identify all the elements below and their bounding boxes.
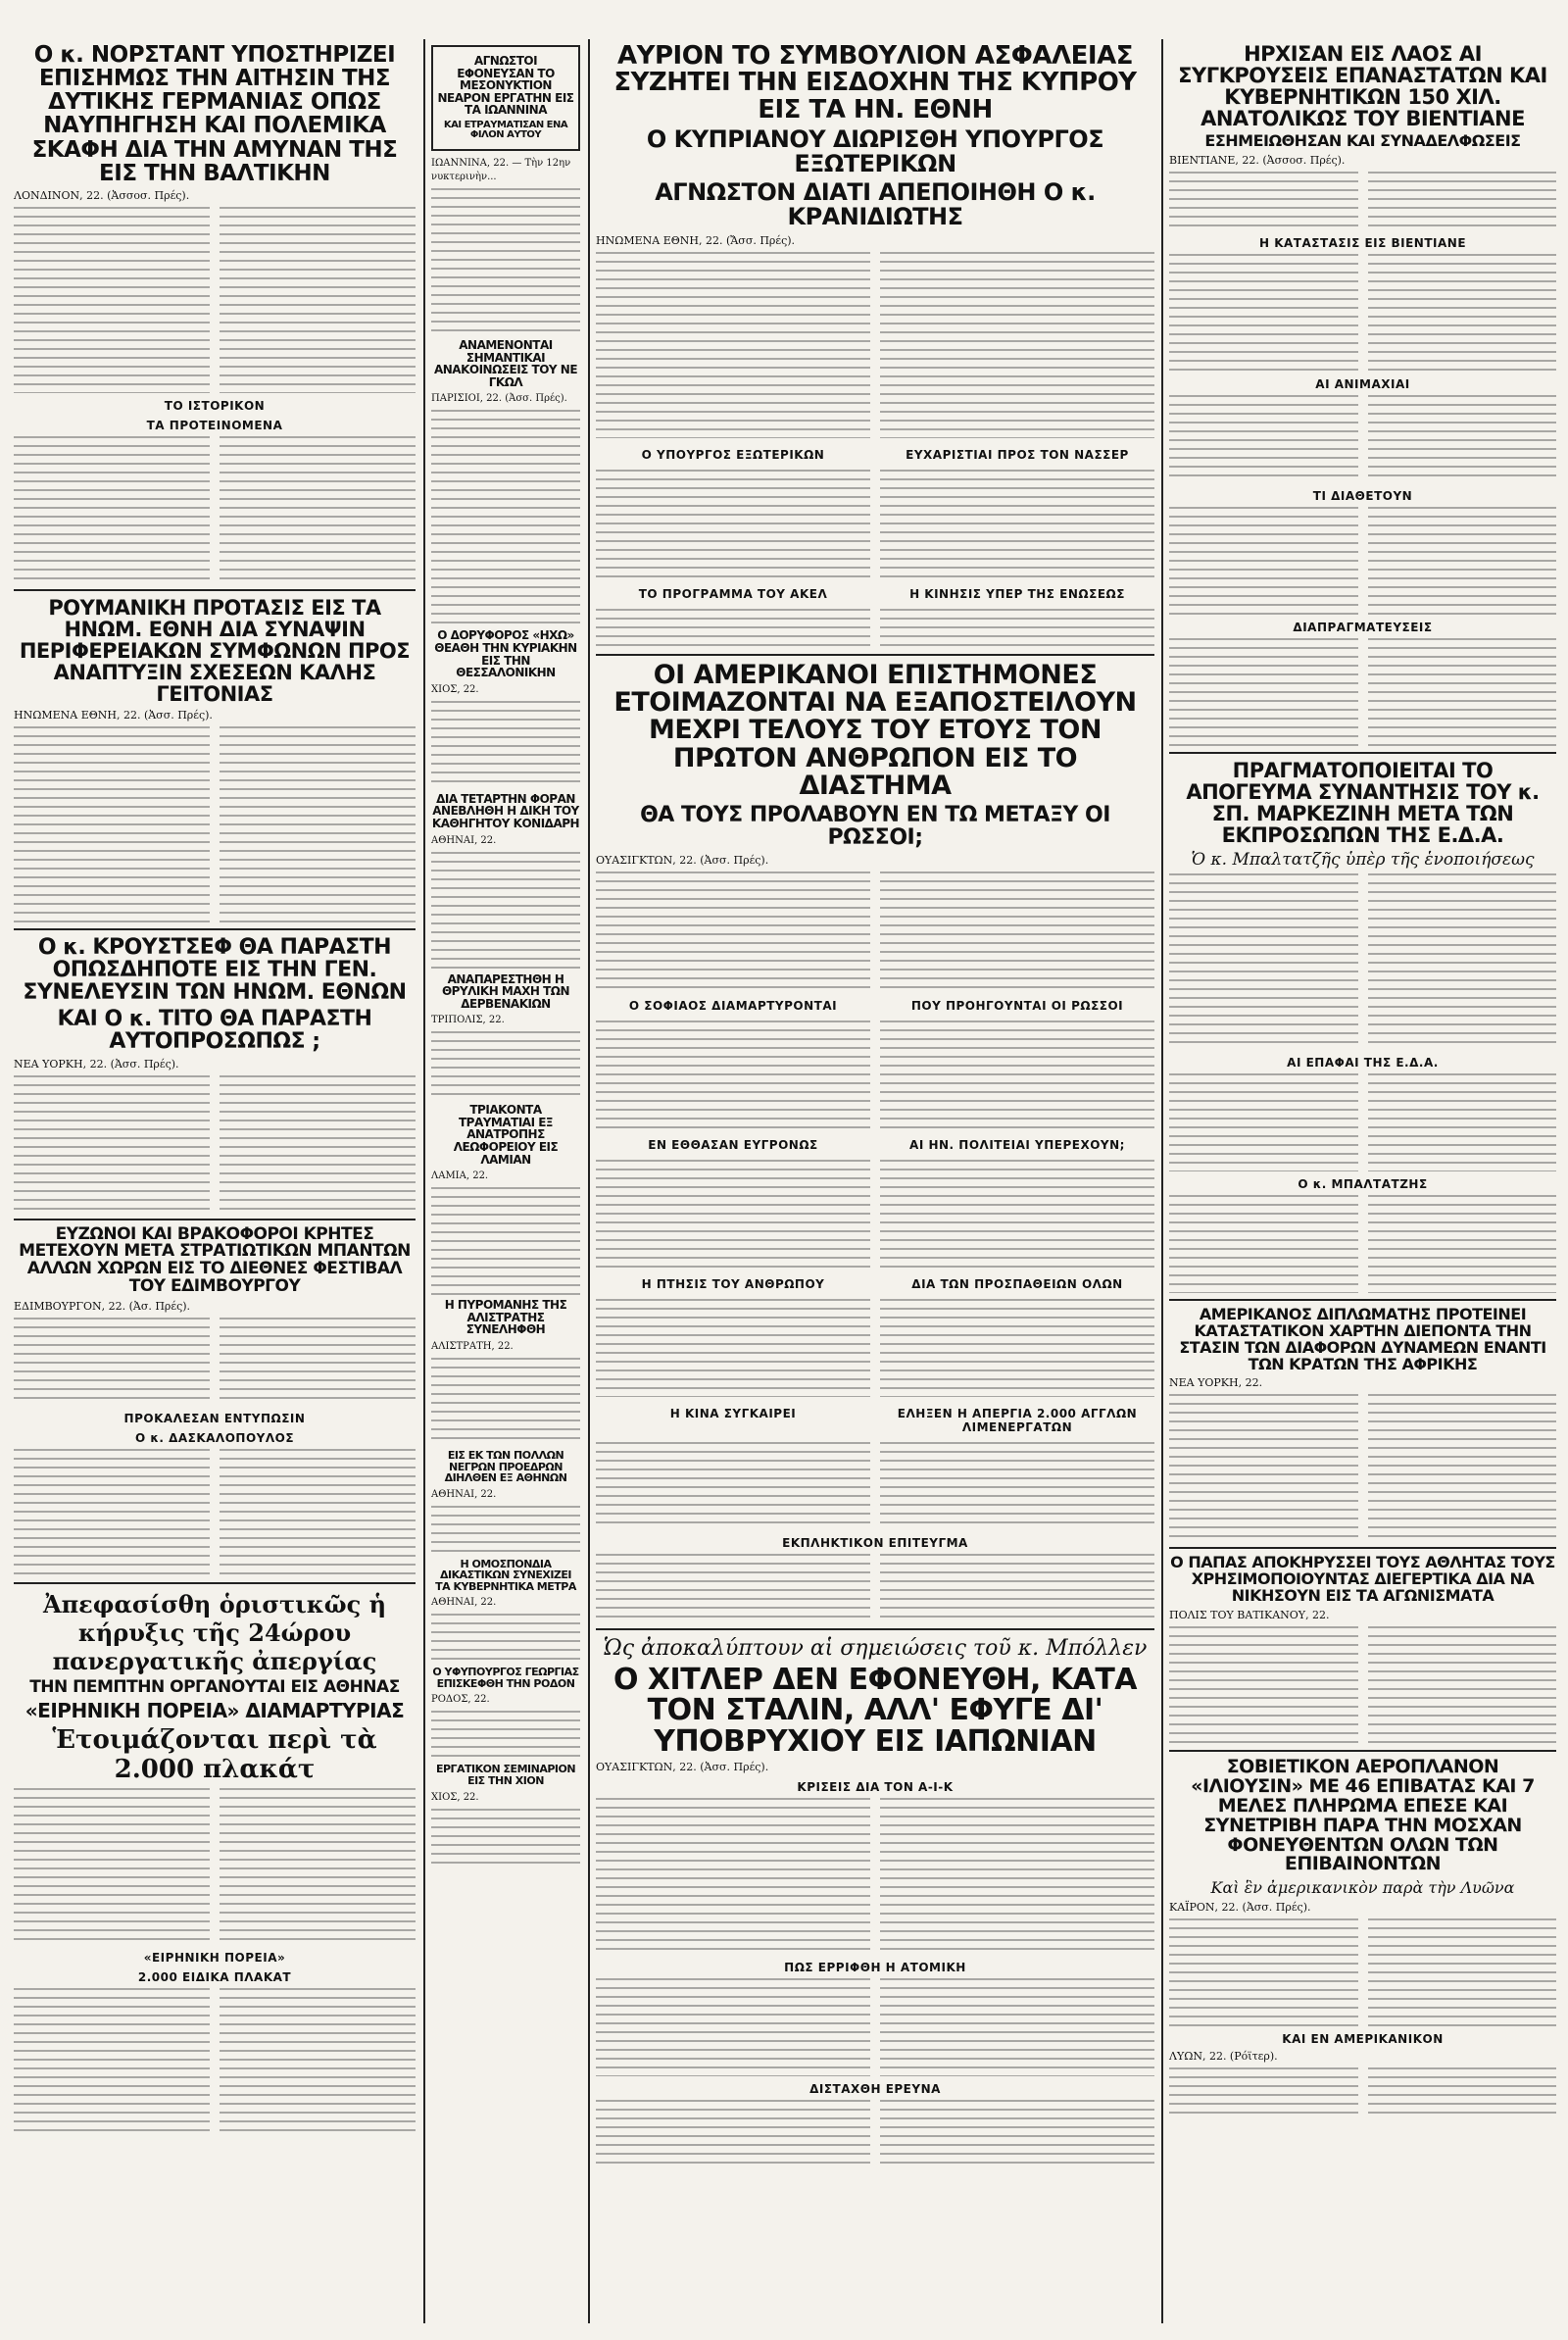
article-body	[14, 726, 416, 922]
article-body	[1169, 1626, 1556, 1744]
dateline: ΑΛΙΣΤΡΑΤΗ, 22.	[431, 1341, 514, 1353]
article-body	[14, 1988, 416, 2135]
article-body	[596, 1442, 1154, 1530]
article-body	[431, 410, 580, 625]
column-1	[14, 39, 416, 2139]
headline-khrushchev: Ο κ. ΚΡΟΥΣΤΣΕΦ ΘΑ ΠΑΡΑΣΤΗ ΟΠΩΣΔΗΠΟΤΕ ΕΙΣ ΤΗΝ ΓΕΝ. ΣΥΝΕΛΕΥΣΙΝ ΤΩΝ ΗΝΩΜ. ΕΘΝΩΝ	[23, 935, 407, 1006]
divider	[1169, 1750, 1556, 1752]
article-body	[431, 1809, 580, 1867]
article-body	[596, 2100, 1154, 2168]
article-body	[1169, 172, 1556, 230]
section-heading: ΚΡΙΣΕΙΣ ΔΙΑ ΤΟΝ Α-Ι-Κ	[797, 1780, 954, 1795]
article-body	[596, 1299, 1154, 1397]
article-body	[14, 1318, 416, 1406]
article-body	[14, 207, 416, 393]
article-body	[1169, 638, 1556, 746]
section-heading: ΔΙΑ ΤΩΝ ΠΡΟΣΠΑΘΕΙΩΝ ΟΛΩΝ	[911, 1276, 1123, 1291]
article-body	[431, 188, 580, 335]
article-body	[14, 1075, 416, 1213]
headline-konidaris-trial: ΔΙΑ ΤΕΤΑΡΤΗΝ ΦΟΡΑΝ ΑΝΕΒΛΗΘΗ Η ΔΙΚΗ ΤΟΥ ΚΑΘΗΓΗΤΟΥ ΚΟΝΙΔΑΡΗ	[431, 791, 580, 830]
article-body	[14, 1788, 416, 1945]
dateline: ΝΕΑ ΥΟΡΚΗ, 22.	[1169, 1376, 1263, 1390]
article-body	[1169, 1394, 1556, 1541]
section-heading: Ο κ. ΜΠΑΛΤΑΤΖΗΣ	[1298, 1177, 1428, 1192]
article-body	[1169, 2067, 1556, 2116]
section-heading: ΠΩΣ ΕΡΡΙΦΘΗ Η ΑΤΟΜΙΚΗ	[784, 1961, 966, 1975]
headline-tito: ΚΑΙ Ο κ. ΤΙΤΟ ΘΑ ΠΑΡΑΣΤΗ ΑΥΤΟΠΡΟΣΩΠΩΣ ;	[57, 1007, 372, 1055]
section-heading: ΕΚΠΛΗΚΤΙΚΟΝ ΕΠΙΤΕΥΓΜΑ	[782, 1535, 968, 1550]
article-body	[1169, 1073, 1556, 1171]
article-body	[596, 1021, 1154, 1128]
dateline: ΝΕΑ ΥΟΡΚΗ, 22. (Ἀσσ. Πρές).	[14, 1057, 179, 1070]
section-heading: 2.000 ΕΙΔΙΚΑ ΠΛΑΚΑΤ	[137, 1969, 292, 1984]
headline-markezinis-meeting: ΠΡΑΓΜΑΤΟΠΟΙΕΙΤΑΙ ΤΟ ΑΠΟΓΕΥΜΑ ΣΥΝΑΝΤΗΣΙΣ ΤΟΥ κ. ΣΠ. ΜΑΡΚΕΖΙΝΗ ΜΕΤΑ ΤΩΝ ΕΚΠΡΟΣΩΠΩΝ ΤΗΣ Ε.Δ.Α.	[1186, 758, 1540, 848]
dateline: ΡΟΔΟΣ, 22.	[431, 1694, 490, 1706]
article-body	[431, 1711, 580, 1760]
kicker-lyon: Καὶ ἓν ἀμερικανικὸν παρὰ τὴν Λυῶνα	[1210, 1878, 1515, 1898]
divider	[1169, 1299, 1556, 1301]
kicker-baltatzis: Ὁ κ. Μπαλτατζῆς ὑπὲρ τῆς ἑνοποιήσεως	[1191, 850, 1535, 871]
divider	[596, 654, 1154, 656]
section-heading: ΤΟ ΠΡΟΓΡΑΜΜΑ ΤΟΥ ΑΚΕΛ	[638, 586, 828, 601]
dateline: ΧΙΟΣ, 22.	[431, 1791, 479, 1803]
article-body	[431, 1506, 580, 1555]
headline-cyprus-un: ΑΥΡΙΟΝ ΤΟ ΣΥΜΒΟΥΛΙΟΝ ΑΣΦΑΛΕΙΑΣ ΣΥΖΗΤΕΙ ΤΗΝ ΕΙΣΔΟΧΗΝ ΤΗΣ ΚΥΠΡΟΥ ΕΙΣ ΤΑ ΗΝ. ΕΘΝΗ	[613, 41, 1137, 124]
section-heading: ΑΙ ΑΝΙΜΑΧΙΑΙ	[1315, 376, 1410, 391]
divider	[14, 1219, 416, 1220]
headline-africa-charter: ΑΜΕΡΙΚΑΝΟΣ ΔΙΠΛΩΜΑΤΗΣ ΠΡΟΤΕΙΝΕΙ ΚΑΤΑΣΤΑΤΙΚΟΝ ΧΑΡΤΗΝ ΔΙΕΠΟΝΤΑ ΤΗΝ ΣΤΑΣΙΝ ΤΩΝ ΔΙΑΦΟΡΩΝ ΔΥΝΑΜΕΩΝ ΕΝΑΝΤΙ ΤΩΝ ΚΡΑΤΩΝ ΤΗΣ ΑΦΡΙΚΗΣ	[1179, 1305, 1546, 1373]
section-heading: ΔΙΑΠΡΑΓΜΑΤΕΥΣΕΙΣ	[1293, 620, 1433, 634]
subheadline-fraternization: ΕΣΗΜΕΙΩΘΗΣΑΝ ΚΑΙ ΣΥΝΑΔΕΛΦΩΣΕΙΣ	[1204, 131, 1521, 151]
section-heading: Ο ΣΟΦΙΑΟΣ ΔΙΑΜΑΡΤΥΡΟΝΤΑΙ	[628, 998, 838, 1013]
column-center	[596, 39, 1154, 2172]
headline-general-strike: Ἀπεφασίσθη ὁριστικῶς ἡ κήρυξις τῆς 24ώρου πανεργατικῆς ἀπεργίας	[42, 1589, 387, 1675]
article-body	[431, 701, 580, 789]
dateline: ΙΩΑΝΝΙΝΑ, 22. — Τὴν 12ην νυκτερινὴν...	[431, 157, 571, 182]
headline-echo-satellite: Ο ΔΟΡΥΦΟΡΟΣ «ΗΧΩ» ΘΕΑΘΗ ΤΗΝ ΚΥΡΙΑΚΗΝ ΕΙΣ ΤΗΝ ΘΕΣΣΑΛΟΝΙΚΗΝ	[434, 628, 577, 680]
dateline: ΕΔΙΜΒΟΥΡΓΟΝ, 22. (Ἀσ. Πρές).	[14, 1299, 191, 1313]
dateline: ΟΥΑΣΙΓΚΤΩΝ, 22. (Ἀσσ. Πρές).	[596, 1761, 769, 1774]
article-body	[1169, 1918, 1556, 2026]
section-heading: ΠΡΟΚΑΛΕΣΑΝ ΕΝΤΥΠΩΣΙΝ	[123, 1411, 306, 1425]
subheadline-ioannina: ΚΑΙ ΕΤΡΑΥΜΑΤΙΣΑΝ ΕΝΑ ΦΙΛΟΝ ΑΥΤΟΥ	[443, 119, 568, 141]
section-heading: ΤΙ ΔΙΑΘΕΤΟΥΝ	[1312, 488, 1413, 503]
subheadline-kranidiotis: ΑΓΝΩΣΤΟΝ ΔΙΑΤΙ ΑΠΕΠΟΙΗΘΗ Ο κ. ΚΡΑΝΙΔΙΩΤΗΣ	[655, 178, 1096, 231]
dateline: ΧΙΟΣ, 22.	[431, 683, 479, 695]
article-body	[1169, 395, 1556, 483]
dateline: ΠΟΛΙΣ ΤΟΥ ΒΑΤΙΚΑΝΟΥ, 22.	[1169, 1608, 1330, 1621]
subheadline-peace-march: «ΕΙΡΗΝΙΚΗ ΠΟΡΕΙΑ» ΔΙΑΜΑΡΤΥΡΙΑΣ	[24, 1698, 405, 1722]
section-heading: Η ΚΙΝΑ ΣΥΓΚΑΙΡΕΙ	[669, 1406, 797, 1420]
headline-norstad: Ο κ. ΝΟΡΣΤΑΝΤ ΥΠΟΣΤΗΡΙΖΕΙ ΕΠΙΣΗΜΩΣ ΤΗΝ ΑΙΤΗΣΙΝ ΤΗΣ ΔΥΤΙΚΗΣ ΓΕΡΜΑΝΙΑΣ ΟΠΩΣ ΝΑΥΠΗΓΗΣΗ ΚΑΙ ΠΟΛΕΜΙΚΑ ΣΚΑΦΗ ΔΙΑ ΤΗΝ ΑΜΥΝΑΝ ΤΗΣ ΕΙΣ ΤΗΝ ΒΑΛΤΙΚΗΝ	[31, 42, 398, 186]
dateline: ΚΑΪΡΟΝ, 22. (Ἀσσ. Πρές).	[1169, 1901, 1311, 1915]
dateline: ΒΙΕΝΤΙΑΝΕ, 22. (Ἀσσοσ. Πρές).	[1169, 153, 1346, 167]
dateline: ΛΑΜΙΑ, 22.	[431, 1170, 489, 1182]
section-heading: Η ΚΙΝΗΣΙΣ ΥΠΕΡ ΤΗΣ ΕΝΩΣΕΩΣ	[909, 586, 1125, 601]
article-body	[596, 1554, 1154, 1622]
kicker-bohlen: Ὡς ἀποκαλύπτουν αἱ σημειώσεις τοῦ κ. Μπόλλεν	[603, 1635, 1148, 1661]
article-body	[596, 1798, 1154, 1955]
section-heading: ΕΛΗΞΕΝ Η ΑΠΕΡΓΙΑ 2.000 ΑΓΓΛΩΝ ΛΙΜΕΝΕΡΓΑΤΩΝ	[897, 1406, 1138, 1434]
headline-lamia-bus: ΤΡΙΑΚΟΝΤΑ ΤΡΑΥΜΑΤΙΑΙ ΕΞ ΑΝΑΤΡΟΠΗΣ ΛΕΩΦΟΡΕΙΟΥ ΕΙΣ ΛΑΜΙΑΝ	[453, 1103, 559, 1167]
article-body	[596, 871, 1154, 989]
divider	[596, 1628, 1154, 1630]
subheadline-athens-march: ΤΗΝ ΠΕΜΠΤΗΝ ΟΡΓΑΝΟΥΤΑΙ ΕΙΣ ΑΘΗΝΑΣ	[29, 1676, 400, 1697]
article-body	[1169, 254, 1556, 372]
headline-rhodes-visit: Ο ΥΦΥΠΟΥΡΓΟΣ ΓΕΩΡΓΙΑΣ ΕΠΙΣΚΕΦΘΗ ΤΗΝ ΡΟΔΟΝ	[432, 1666, 579, 1690]
divider	[14, 1582, 416, 1584]
divider	[1169, 1547, 1556, 1549]
dateline: ΛΥΩΝ, 22. (Ρόϊτερ).	[1169, 2050, 1278, 2064]
column-rule	[1161, 39, 1163, 2323]
dateline: ΟΥΑΣΙΓΚΤΩΝ, 22. (Ἀσσ. Πρές).	[596, 853, 769, 867]
article-body	[431, 1358, 580, 1446]
dateline: ΗΝΩΜΕΝΑ ΕΘΝΗ, 22. (Ἀσσ. Πρές).	[14, 709, 213, 722]
headline-chios-seminar: ΕΡΓΑΤΙΚΟΝ ΣΕΜΙΝΑΡΙΟΝ ΕΙΣ ΤΗΝ ΧΙΟΝ	[435, 1763, 576, 1787]
dateline: ΗΝΩΜΕΝΑ ΕΘΝΗ, 22. (Ἄσσ. Πρές).	[596, 233, 796, 247]
headline-negro-presidents: ΕΙΣ ΕΚ ΤΩΝ ΠΟΛΛΩΝ ΝΕΓΡΩΝ ΠΡΟΕΔΡΩΝ ΔΙΗΛΘΕΝ ΕΞ ΑΘΗΝΩΝ	[444, 1449, 567, 1485]
column-2	[431, 39, 580, 1871]
article-body	[596, 252, 1154, 438]
section-heading: Ο ΥΠΟΥΡΓΟΣ ΕΞΩΤΕΡΙΚΩΝ	[641, 447, 825, 462]
headline-ilyushin-crash: ΣΟΒΙΕΤΙΚΟΝ ΑΕΡΟΠΛΑΝΟΝ «ΙΛΙΟΥΣΙΝ» ΜΕ 46 ΕΠΙΒΑΤΑΣ ΚΑΙ 7 ΜΕΛΕΣ ΠΛΗΡΩΜΑ ΕΠΕΣΕ ΚΑΙ ΣΥΝΕΤΡΙΒΗ ΠΑΡΑ ΤΗΝ ΜΟΣΧΑΝ ΦΟΝΕΥΘΕΝΤΩΝ ΟΛΩΝ ΤΩΝ ΕΠΙΒΑΙΝΟΝΤΩΝ	[1191, 1755, 1535, 1875]
section-heading: ΔΙΣΤΑΧΘΗ ΕΡΕΥΝΑ	[809, 2082, 941, 2097]
section-heading: ΤΟ ΙΣΤΟΡΙΚΟΝ	[164, 398, 266, 413]
article-body	[596, 1160, 1154, 1268]
headline-alistrati-arsonist: Η ΠΥΡΟΜΑΝΗΣ ΤΗΣ ΑΛΙΣΤΡΑΤΗΣ ΣΥΝΕΛΗΦΘΗ	[444, 1298, 567, 1337]
section-heading: Η ΚΑΤΑΣΤΑΣΙΣ ΕΙΣ ΒΙΕΝΤΙΑΝΕ	[1258, 235, 1467, 250]
article-body	[596, 470, 1154, 577]
subheadline-placards: Ἑτοιμάζονται περὶ τὰ 2.000 πλακάτ	[52, 1724, 377, 1784]
column-rule	[423, 39, 425, 2323]
section-heading: ΚΑΙ ΕΝ ΑΜΕΡΙΚΑΝΙΚΟΝ	[1282, 2032, 1444, 2047]
dateline: ΠΑΡΙΣΙΟΙ, 22. (Ἀσσ. Πρές).	[431, 393, 567, 405]
section-heading: Η ΠΤΗΣΙΣ ΤΟΥ ΑΝΘΡΩΠΟΥ	[641, 1276, 825, 1291]
article-body	[596, 1978, 1154, 2076]
headline-box	[431, 45, 580, 151]
subheadline-russians: ΘΑ ΤΟΥΣ ΠΡΟΛΑΒΟΥΝ ΕΝ ΤΩ ΜΕΤΑΞΥ ΟΙ ΡΩΣΣΟΙ;	[640, 803, 1110, 851]
dateline: ΤΡΙΠΟΛΙΣ, 22.	[431, 1015, 505, 1026]
article-body	[1169, 507, 1556, 615]
headline-ioannina-murder: ΑΓΝΩΣΤΟΙ ΕΦΟΝΕΥΣΑΝ ΤΟ ΜΕΣΟΝΥΚΤΙΟΝ ΝΕΑΡΟΝ ΕΡΓΑΤΗΝ ΕΙΣ ΤΑ ΙΩΑΝΝΙΝΑ	[437, 54, 574, 118]
column-rule	[588, 39, 590, 2323]
section-heading: ΑΙ ΗΝ. ΠΟΛΙΤΕΙΑΙ ΥΠΕΡΕΧΟΥΝ;	[909, 1137, 1125, 1152]
article-body	[431, 1614, 580, 1663]
divider	[1169, 752, 1556, 754]
headline-first-man-space: ΟΙ ΑΜΕΡΙΚΑΝΟΙ ΕΠΙΣΤΗΜΟΝΕΣ ΕΤΟΙΜΑΖΟΝΤΑΙ ΝΑ ΕΞΑΠΟΣΤΕΙΛΟΥΝ ΜΕΧΡΙ ΤΕΛΟΥΣ ΤΟΥ ΕΤΟΥΣ ΤΟΝ ΠΡΩΤΟΝ ΑΝΘΡΩΠΟΝ ΕΙΣ ΤΟ ΔΙΑΣΤΗΜΑ	[613, 659, 1137, 802]
section-heading: ΕΝ ΕΘΘΑΣΑΝ ΕΥΓΡΟΝΩΣ	[648, 1137, 818, 1152]
headline-evzones-festival: ΕΥΖΩΝΟΙ ΚΑΙ ΒΡΑΚΟΦΟΡΟΙ ΚΡΗΤΕΣ ΜΕΤΕΧΟΥΝ ΜΕΤΑ ΣΤΡΑΤΙΩΤΙΚΩΝ ΜΠΑΝΤΩΝ ΑΛΛΩΝ ΧΩΡΩΝ ΕΙΣ ΤΟ ΔΙΕΘΝΕΣ ΦΕΣΤΙΒΑΛ ΤΟΥ ΕΔΙΜΒΟΥΡΓΟΥ	[19, 1223, 411, 1297]
headline-dervenakia-battle: ΑΝΑΠΑΡΕΣΤΗΘΗ Η ΘΡΥΛΙΚΗ ΜΑΧΗ ΤΩΝ ΔΕΡΒΕΝΑΚΙΩΝ	[441, 971, 570, 1011]
section-heading: ΤΑ ΠΡΟΤΕΙΝΟΜΕΝΑ	[146, 418, 283, 432]
article-body	[14, 436, 416, 583]
dateline: ΑΘΗΝΑΙ, 22.	[431, 1488, 497, 1500]
article-body	[431, 1031, 580, 1100]
article-body	[14, 1449, 416, 1576]
headline-hitler-japan: Ο ΧΙΤΛΕΡ ΔΕΝ ΕΦΟΝΕΥΘΗ, ΚΑΤΑ ΤΟΝ ΣΤΑΛΙΝ, ΑΛΛ' ΕΦΥΓΕ ΔΙ' ΥΠΟΒΡΥΧΙΟΥ ΕΙΣ ΙΑΠΩΝΙΑΝ	[612, 1662, 1138, 1759]
article-body	[1169, 1195, 1556, 1293]
article-body	[431, 852, 580, 970]
headline-laos-clashes: ΗΡΧΙΣΑΝ ΕΙΣ ΛΑΟΣ ΑΙ ΣΥΓΚΡΟΥΣΕΙΣ ΕΠΑΝΑΣΤΑΤΩΝ ΚΑΙ ΚΥΒΕΡΝΗΤΙΚΩΝ 150 ΧΙΛ. ΑΝΑΤΟΛΙΚΩΣ ΤΟΥ ΒΙΕΝΤΙΑΝΕ	[1178, 42, 1547, 131]
headline-judges-federation: Η ΟΜΟΣΠΟΝΔΙΑ ΔΙΚΑΣΤΙΚΩΝ ΣΥΝΕΧΙΖΕΙ ΤΑ ΚΥΒΕΡΝΗΤΙΚΑ ΜΕΤΡΑ	[435, 1557, 576, 1593]
dateline: ΛΟΝΔΙΝΟΝ, 22. (Ἀσσοσ. Πρές).	[14, 188, 190, 202]
article-body	[1169, 873, 1556, 1050]
subheadline-kyprianou: Ο ΚΥΠΡΙΑΝΟΥ ΔΙΩΡΙΣΘΗ ΥΠΟΥΡΓΟΣ ΕΞΩΤΕΡΙΚΩΝ	[646, 124, 1104, 178]
divider	[14, 589, 416, 591]
dateline: ΑΘΗΝΑΙ, 22.	[431, 834, 497, 846]
headline-pope-athletes: Ο ΠΑΠΑΣ ΑΠΟΚΗΡΥΣΣΕΙ ΤΟΥΣ ΑΘΛΗΤΑΣ ΤΟΥΣ ΧΡΗΣΙΜΟΠΟΙΟΥΝΤΑΣ ΔΙΕΓΕΡΤΙΚΑ ΔΙΑ ΝΑ ΝΙΚΗΣΟΥΝ ΕΙΣ ΤΑ ΑΓΩΝΙΣΜΑΤΑ	[1170, 1553, 1555, 1605]
divider	[14, 928, 416, 930]
dateline: ΑΘΗΝΑΙ, 22.	[431, 1597, 497, 1609]
section-heading: ΕΥΧΑΡΙΣΤΙΑΙ ΠΡΟΣ ΤΟΝ ΝΑΣΣΕΡ	[906, 447, 1129, 462]
headline-romanian-proposal: ΡΟΥΜΑΝΙΚΗ ΠΡΟΤΑΣΙΣ ΕΙΣ ΤΑ ΗΝΩΜ. ΕΘΝΗ ΔΙΑ ΣΥΝΑΨΙΝ ΠΕΡΙΦΕΡΕΙΑΚΩΝ ΣΥΜΦΩΝΩΝ ΠΡΟΣ ΑΝΑΠΤΥΞΙΝ ΣΧΕΣΕΩΝ ΚΑΛΗΣ ΓΕΙΤΟΝΙΑΣ	[19, 595, 411, 707]
column-right	[1169, 39, 1556, 2120]
section-heading: ΠΟΥ ΠΡΟΗΓΟΥΝΤΑΙ ΟΙ ΡΩΣΣΟΙ	[910, 998, 1124, 1013]
article-body	[596, 609, 1154, 648]
section-heading: «ΕΙΡΗΝΙΚΗ ΠΟΡΕΙΑ»	[143, 1950, 286, 1965]
section-heading: Ο κ. ΔΑΣΚΑΛΟΠΟΥΛΟΣ	[134, 1430, 295, 1445]
article-body	[431, 1187, 580, 1295]
headline-de-gaulle: ΑΝΑΜΕΝΟΝΤΑΙ ΣΗΜΑΝΤΙΚΑΙ ΑΝΑΚΟΙΝΩΣΕΙΣ ΤΟΥ ΝΕ ΓΚΩΛ	[433, 337, 578, 389]
section-heading: ΑΙ ΕΠΑΦΑΙ ΤΗΣ Ε.Δ.Α.	[1287, 1056, 1439, 1070]
